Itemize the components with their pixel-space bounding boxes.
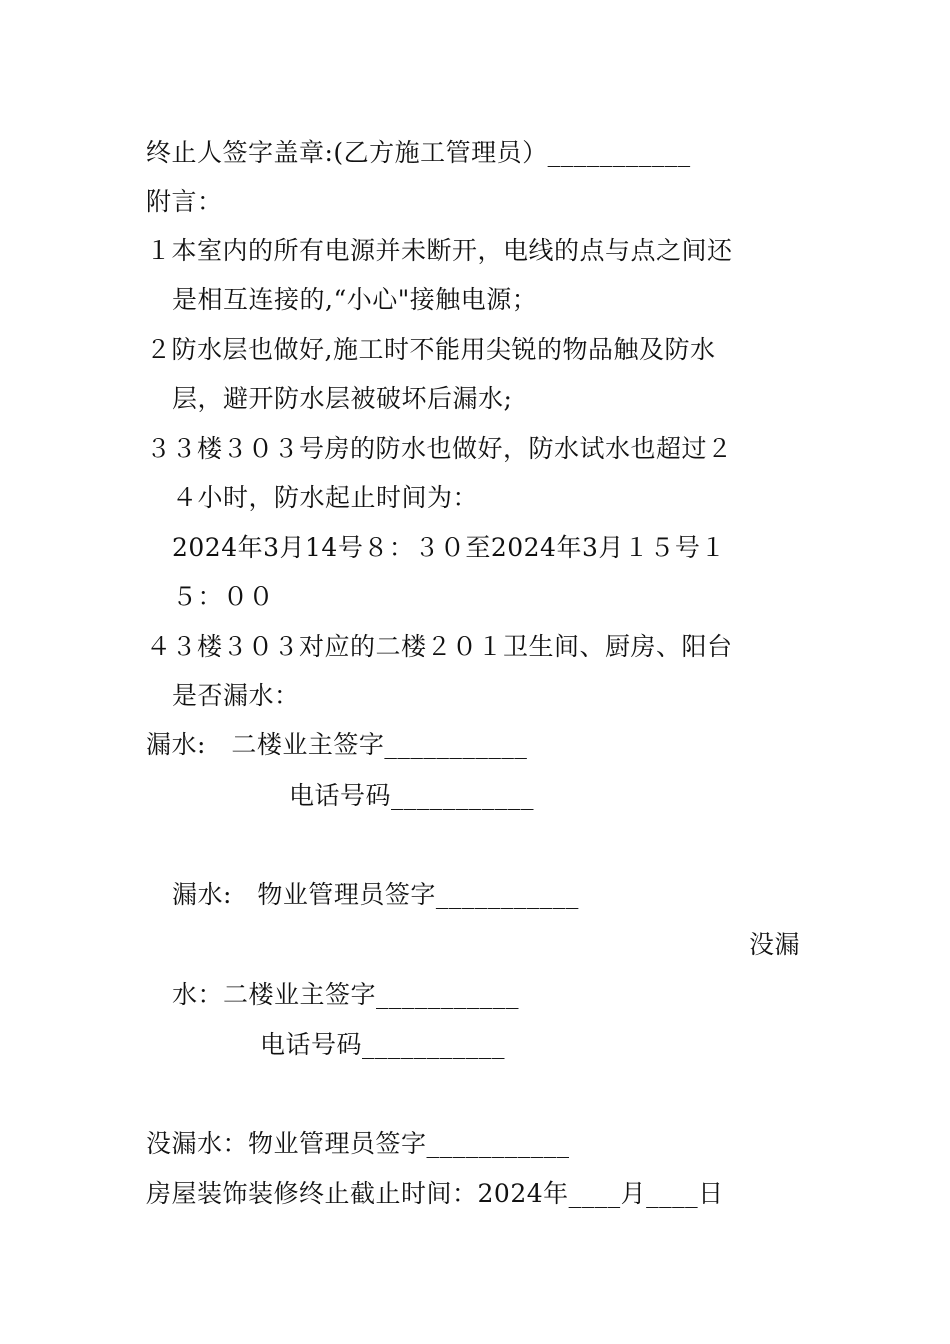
noleak-manager-signature-line: 没漏水：物业管理员签字___________ — [146, 1129, 570, 1158]
item3-line4: ５：００ — [172, 582, 275, 611]
decoration-end-date-line: 房屋装饰装修终止截止时间：2024年____月____日 — [146, 1179, 724, 1208]
item3-line2: ４小时，防水起止时间为： — [172, 483, 479, 512]
item1-line2: 是相互连接的,“小心"接触电源； — [172, 285, 538, 314]
item3-line3: 2024年3月14号８：３０至2024年3月１５号１ — [172, 533, 726, 562]
item2-line2: 层，避开防水层被破坏后漏水; — [172, 384, 513, 413]
item4-line2: 是否漏水： — [172, 681, 300, 710]
leak-manager-signature-line: 漏水: 物业管理员签字___________ — [172, 880, 579, 909]
appendix-heading: 附言： — [146, 187, 223, 216]
noleak-wrap-part1: 没漏 — [749, 930, 801, 959]
item3-line1: ３３楼３０３号房的防水也做好，防水试水也超过２ — [146, 434, 733, 463]
terminator-signature-line: 终止人签字盖章:(乙方施工管理员）___________ — [146, 138, 691, 167]
leak-owner-signature-line: 漏水: 二楼业主签字___________ — [146, 730, 528, 759]
item2-line1: ２防水层也做好,施工时不能用尖锐的物品触及防水 — [146, 335, 716, 364]
item1-line1: １本室内的所有电源并未断开，电线的点与点之间还 — [146, 236, 733, 265]
item4-line1: ４３楼３０３对应的二楼２０１卫生间、厨房、阳台 — [146, 632, 733, 661]
noleak-owner-signature-line: 水：二楼业主签字___________ — [172, 980, 520, 1009]
noleak-owner-phone-line: 电话号码___________ — [260, 1030, 506, 1059]
leak-owner-phone-line: 电话号码___________ — [289, 781, 535, 810]
